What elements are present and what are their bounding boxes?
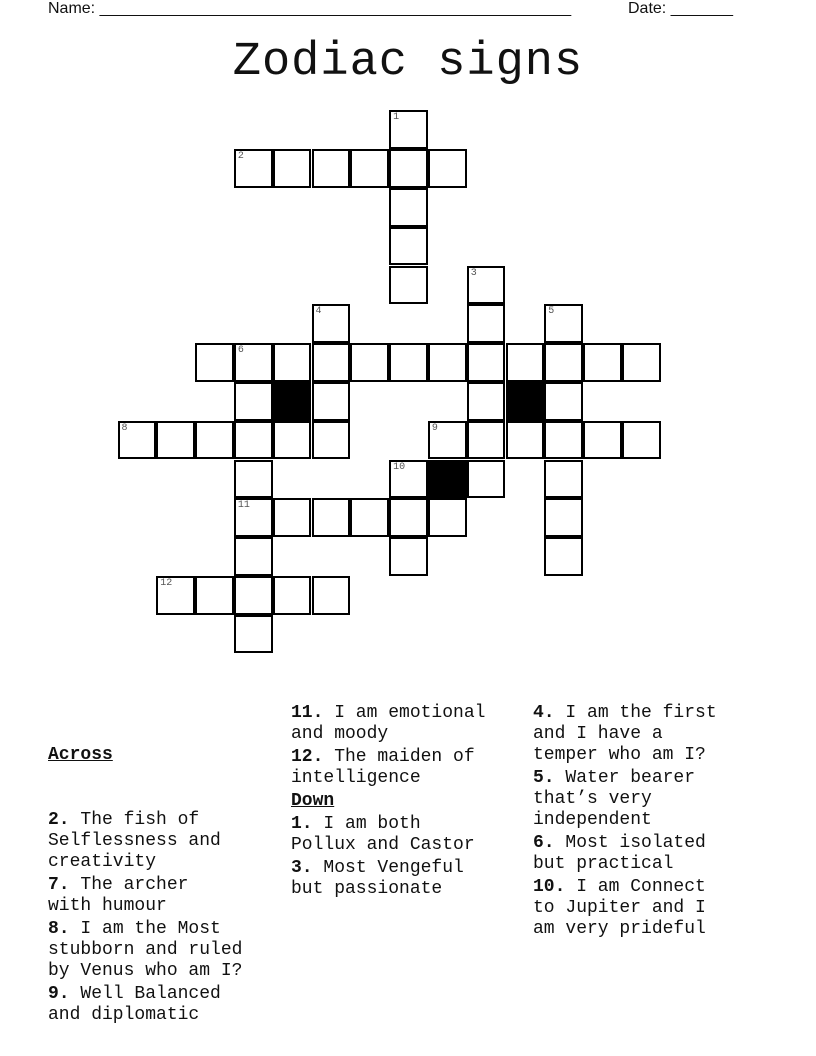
grid-cell[interactable] [195, 343, 234, 382]
grid-cell[interactable] [234, 576, 273, 615]
grid-cell[interactable] [118, 421, 157, 460]
grid-cell[interactable] [622, 421, 661, 460]
grid-cell[interactable] [195, 576, 234, 615]
clue-text: The fish of Selflessness and creativity [48, 810, 221, 872]
grid-cell[interactable] [156, 576, 195, 615]
grid-cell[interactable] [312, 149, 351, 188]
grid-cell[interactable] [312, 498, 351, 537]
clue-number: 11 [237, 500, 250, 512]
grid-cell[interactable] [467, 421, 506, 460]
grid-cell[interactable] [234, 615, 273, 654]
clue-number: 10 [393, 461, 406, 473]
clue-number: 8. [48, 919, 70, 939]
grid-cell[interactable] [312, 343, 351, 382]
grid-cell[interactable] [389, 537, 428, 576]
clue-number: 7. [48, 875, 70, 895]
grid-cell[interactable] [428, 343, 467, 382]
grid-cell[interactable] [389, 188, 428, 227]
grid-cell[interactable] [389, 498, 428, 537]
clue [533, 833, 717, 875]
clue-number: 6. [533, 833, 555, 853]
grid-cell[interactable] [389, 149, 428, 188]
black-cell [428, 460, 467, 499]
clue-number: 3 [470, 267, 477, 279]
grid-cell[interactable] [389, 460, 428, 499]
grid-cell[interactable] [622, 343, 661, 382]
clue-text: I am both Pollux and Castor [291, 814, 475, 855]
clue [291, 747, 485, 789]
grid-cell[interactable] [583, 343, 622, 382]
clues-column-1 [48, 703, 242, 1028]
clue-number: 6 [237, 345, 244, 357]
clue [533, 877, 717, 940]
clue [291, 814, 485, 856]
grid-cell[interactable] [350, 498, 389, 537]
grid-cell[interactable] [467, 460, 506, 499]
clue-number: 8 [121, 422, 128, 434]
grid-cell[interactable] [544, 304, 583, 343]
grid-cell[interactable] [467, 266, 506, 305]
clue [291, 858, 485, 900]
black-cell [506, 382, 545, 421]
clue-number: 5 [548, 306, 555, 318]
clue-number: 12 [160, 577, 173, 589]
clue [291, 703, 485, 745]
across-heading: Across [48, 745, 113, 765]
clue-number: 9 [431, 422, 438, 434]
clue-number: 4. [533, 703, 555, 723]
grid-cell[interactable] [506, 343, 545, 382]
clue-text: Most Vengeful but passionate [291, 858, 464, 899]
clue [533, 768, 717, 831]
clue-text: I am Connect to Jupiter and I am very prideful [533, 877, 706, 939]
grid-cell[interactable] [428, 149, 467, 188]
clues-column-3 [533, 703, 717, 942]
clue-text: I am emotional and moody [291, 703, 486, 744]
grid-cell[interactable] [273, 149, 312, 188]
grid-cell[interactable] [506, 421, 545, 460]
clue-number: 10. [533, 877, 566, 897]
grid-cell[interactable] [389, 110, 428, 149]
grid-cell[interactable] [467, 382, 506, 421]
date-label: Date: _______ [628, 0, 733, 17]
clue-text: I am the first and I have a temper who am I? [533, 703, 717, 765]
grid-cell[interactable] [544, 537, 583, 576]
clue-number: 2. [48, 810, 70, 830]
clue-number: 11. [291, 703, 324, 723]
grid-cell[interactable] [234, 460, 273, 499]
grid-cell[interactable] [389, 266, 428, 305]
grid-cell[interactable] [234, 421, 273, 460]
clue [48, 919, 242, 982]
grid-cell[interactable] [234, 537, 273, 576]
clue-number: 3. [291, 858, 313, 878]
page-title: Zodiac signs [232, 36, 584, 89]
grid-cell[interactable] [583, 421, 622, 460]
grid-cell[interactable] [389, 227, 428, 266]
clue-number: 1. [291, 814, 313, 834]
clue-text: Well Balanced and diplomatic [48, 984, 221, 1025]
grid-cell[interactable] [156, 421, 195, 460]
clues-column-2 [291, 703, 485, 902]
grid-cell[interactable] [428, 421, 467, 460]
grid-cell[interactable] [350, 343, 389, 382]
clue [48, 875, 242, 917]
clue [533, 703, 717, 766]
clue-number: 4 [315, 306, 322, 318]
grid-cell[interactable] [389, 343, 428, 382]
grid-cell[interactable] [234, 149, 273, 188]
clue-text: I am the Most stubborn and ruled by Venus who am I? [48, 919, 243, 981]
black-cell [273, 382, 312, 421]
grid-cell[interactable] [312, 382, 351, 421]
grid-cell[interactable] [234, 382, 273, 421]
grid-cell[interactable] [273, 343, 312, 382]
grid-cell[interactable] [544, 382, 583, 421]
grid-cell[interactable] [312, 304, 351, 343]
grid-cell[interactable] [312, 576, 351, 615]
grid-cell[interactable] [544, 460, 583, 499]
grid-cell[interactable] [544, 421, 583, 460]
clue-text: Most isolated but practical [533, 833, 706, 874]
clue-number: 12. [291, 747, 324, 767]
clue-number: 1 [393, 112, 400, 124]
clue-number: 5. [533, 768, 555, 788]
clue [48, 810, 242, 873]
grid-cell[interactable] [467, 343, 506, 382]
grid-cell[interactable] [428, 498, 467, 537]
clue-number: 2 [237, 151, 244, 163]
grid-cell[interactable] [273, 498, 312, 537]
grid-cell[interactable] [273, 576, 312, 615]
grid-cell[interactable] [195, 421, 234, 460]
grid-cell[interactable] [350, 149, 389, 188]
clue-text: Water bearer that’s very independent [533, 768, 696, 830]
grid-cell[interactable] [273, 421, 312, 460]
clue-text: The maiden of intelligence [291, 747, 475, 788]
name-label: Name: _____________________________________________________ [48, 0, 572, 17]
grid-cell[interactable] [234, 498, 273, 537]
down-heading: Down [291, 791, 335, 811]
clue-number: 9. [48, 984, 70, 1004]
clue-text: The archer with humour [48, 875, 189, 916]
grid-cell[interactable] [234, 343, 273, 382]
clue [48, 984, 242, 1026]
grid-cell[interactable] [544, 343, 583, 382]
grid-cell[interactable] [312, 421, 351, 460]
grid-cell[interactable] [467, 304, 506, 343]
grid-cell[interactable] [544, 498, 583, 537]
